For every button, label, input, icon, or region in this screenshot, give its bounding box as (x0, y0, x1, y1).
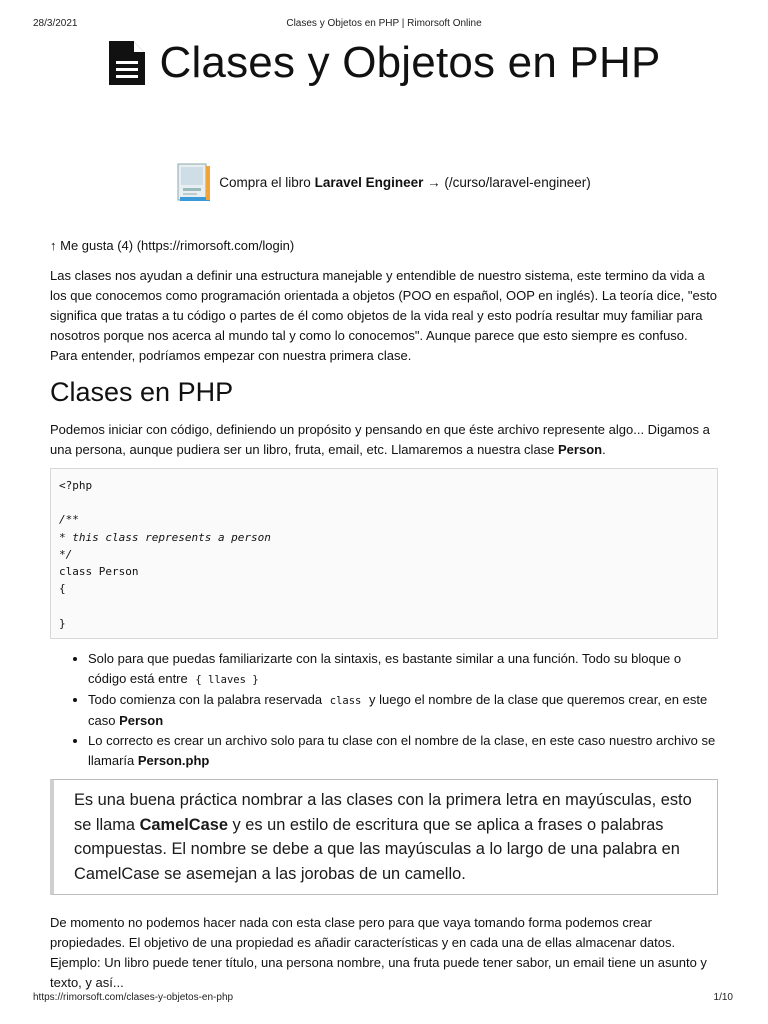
page-title-text: Clases y Objetos en PHP (159, 38, 661, 87)
print-page-title: Clases y Objetos en PHP | Rimorsoft Online (286, 18, 482, 29)
promo-text[interactable]: Compra el libro Laravel Engineer → (/curso/laravel-engineer) (219, 174, 591, 190)
section-paragraph: Podemos iniciar con código, definiendo un propósito y pensando en que éste archivo represente algo... Digamos a una persona, aunque pudiera ser un libro, fruta, email, etc. Llamaremos a nuestra clase Person. (50, 422, 710, 457)
print-footer (33, 992, 735, 1003)
code-block (50, 468, 718, 639)
code-line: * this class represents a person (59, 530, 271, 544)
class-name-bold: Person (558, 442, 603, 457)
code-line: class Person (59, 565, 139, 579)
inline-code: { llaves } (195, 674, 259, 687)
article-content (50, 236, 718, 993)
notes-list (50, 649, 718, 771)
inline-code: class (329, 695, 362, 708)
code-line (59, 598, 709, 615)
footer-page-number: 1/10 (713, 992, 733, 1003)
list-item: • Solo para que puedas familiarizarte con la sintaxis, es bastante similar a una función. Todo su bloque o código está entre { llaves } (88, 649, 718, 690)
code-line: } (59, 616, 66, 630)
intro-paragraph: Las clases nos ayudan a definir una estructura manejable y entendible de nuestro sistema, este termino da vida a los que conocemos como programación orientada a objetos (POO en español, OOP en inglés). La teoría dice, "esto significa que tratas a tu código o partes de él como objetos de la vida real y esto podría resultar muy familiar para nosotros porque nos acerca al mundo tal y como lo conocemos". Aunque parece que esto siempre es confuso. Para entender, podríamos empezar con nuestra primera clase. (50, 268, 718, 363)
section-heading: Clases en PHP (50, 377, 234, 407)
callout-note: Es una buena práctica nombrar a las clases con la primera letra en mayúsculas, esto se llama CamelCase y es un estilo de escritura que se aplica a frases o palabras compuestas. El nombre se debe a que las mayúsculas a lo largo de una palabra en CamelCase se asemejan a las jorobas de un camello. (50, 779, 718, 895)
code-line: { (59, 582, 66, 596)
document-icon (107, 39, 147, 87)
book-cover-image (177, 162, 211, 202)
list-item: • Todo comienza con la palabra reservada class y luego el nombre de la clase que queremos crear, en este caso Person (88, 690, 718, 731)
footer-url: https://rimorsoft.com/clases-y-objetos-en-php (33, 992, 234, 1003)
code-line (59, 494, 709, 511)
code-line: */ (59, 547, 73, 561)
list-item: • Lo correcto es crear un archivo solo para tu clase con el nombre de la clase, en este caso nuestro archivo se llamaría Person.php (88, 731, 718, 771)
final-paragraph: De momento no podemos hacer nada con esta clase pero para que vaya tomando forma podemos crear propiedades. El objetivo de una propiedad es añadir características y en cada una de ellas almacenar datos. Ejemplo: Un libro puede tener título, una persona nombre, una fruta puede tener sabor, un email tiene un asunto y texto, y así... (50, 915, 707, 991)
like-link[interactable]: ↑ Me gusta (4) (https://rimorsoft.com/login) (50, 238, 295, 253)
camelcase-bold: CamelCase (139, 815, 228, 834)
promo-book-name[interactable]: Laravel Engineer (314, 174, 424, 190)
promo-link[interactable]: → (/curso/laravel-engineer) (427, 174, 591, 190)
promo-banner[interactable] (0, 162, 768, 202)
code-line: /** (59, 513, 79, 527)
print-header (33, 18, 735, 29)
code-line: <?php (59, 479, 93, 492)
page-title (0, 38, 768, 88)
print-date: 28/3/2021 (33, 18, 78, 29)
